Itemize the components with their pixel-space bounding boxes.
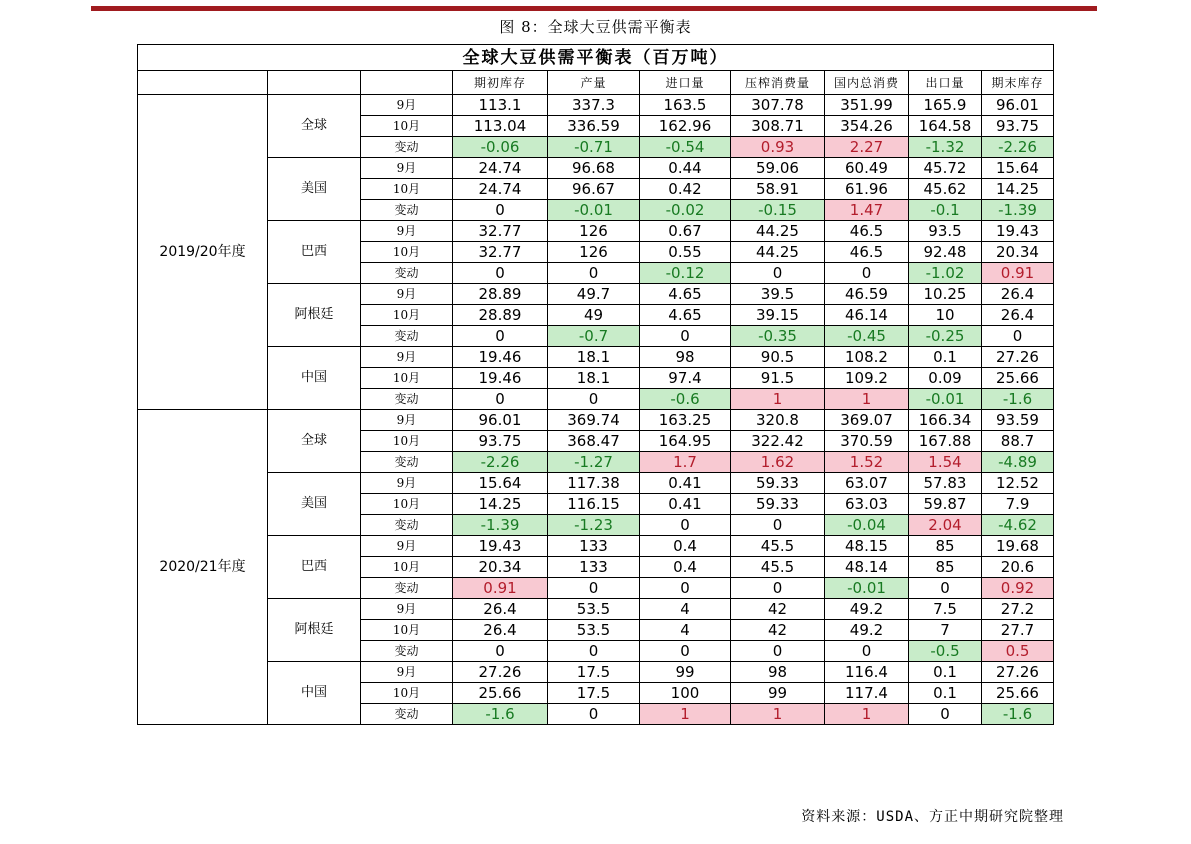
year-label: 2020/21年度 — [138, 410, 268, 725]
country-label: 阿根廷 — [268, 599, 361, 662]
change-cell: -0.45 — [825, 326, 909, 347]
value-cell: 337.3 — [548, 95, 640, 116]
value-cell: 14.25 — [982, 179, 1054, 200]
value-cell: 26.4 — [982, 305, 1054, 326]
row-label: 变动 — [361, 326, 453, 347]
value-cell: 27.7 — [982, 620, 1054, 641]
change-cell: 0 — [640, 641, 731, 662]
value-cell: 93.75 — [453, 431, 548, 452]
value-cell: 57.83 — [909, 473, 982, 494]
change-cell: 0 — [453, 641, 548, 662]
value-cell: 39.5 — [731, 284, 825, 305]
row-label: 9月 — [361, 410, 453, 431]
value-cell: 354.26 — [825, 116, 909, 137]
row-label: 10月 — [361, 179, 453, 200]
country-label: 中国 — [268, 347, 361, 410]
change-cell: -1.6 — [982, 704, 1054, 725]
value-cell: 93.75 — [982, 116, 1054, 137]
row-label: 10月 — [361, 494, 453, 515]
change-cell: -0.01 — [825, 578, 909, 599]
change-cell: 0 — [731, 578, 825, 599]
value-cell: 59.33 — [731, 494, 825, 515]
value-cell: 99 — [731, 683, 825, 704]
value-cell: 14.25 — [453, 494, 548, 515]
value-cell: 58.91 — [731, 179, 825, 200]
value-cell: 7 — [909, 620, 982, 641]
change-cell: -1.39 — [982, 200, 1054, 221]
value-cell: 17.5 — [548, 662, 640, 683]
row-label: 10月 — [361, 305, 453, 326]
value-cell: 96.01 — [982, 95, 1054, 116]
change-cell: 0 — [548, 641, 640, 662]
value-cell: 46.59 — [825, 284, 909, 305]
value-cell: 96.01 — [453, 410, 548, 431]
table-row — [138, 410, 1054, 431]
value-cell: 116.15 — [548, 494, 640, 515]
change-cell: 0 — [825, 263, 909, 284]
value-cell: 336.59 — [548, 116, 640, 137]
row-label: 9月 — [361, 158, 453, 179]
value-cell: 0.44 — [640, 158, 731, 179]
value-cell: 0.67 — [640, 221, 731, 242]
value-cell: 19.46 — [453, 368, 548, 389]
change-cell: -0.15 — [731, 200, 825, 221]
value-cell: 85 — [909, 536, 982, 557]
change-cell: 1.7 — [640, 452, 731, 473]
column-header: 国内总消费 — [825, 71, 909, 95]
value-cell: 126 — [548, 242, 640, 263]
value-cell: 10 — [909, 305, 982, 326]
change-cell: -4.89 — [982, 452, 1054, 473]
change-cell: 0.93 — [731, 137, 825, 158]
change-cell: -1.6 — [453, 704, 548, 725]
value-cell: 7.5 — [909, 599, 982, 620]
change-cell: -0.02 — [640, 200, 731, 221]
change-cell: -1.23 — [548, 515, 640, 536]
table-row — [138, 158, 1054, 179]
column-header: 期初库存 — [453, 71, 548, 95]
change-cell: -1.27 — [548, 452, 640, 473]
value-cell: 162.96 — [640, 116, 731, 137]
change-cell: 0.92 — [982, 578, 1054, 599]
row-label: 变动 — [361, 578, 453, 599]
row-label: 9月 — [361, 95, 453, 116]
change-cell: -1.39 — [453, 515, 548, 536]
change-cell: 1.62 — [731, 452, 825, 473]
value-cell: 45.62 — [909, 179, 982, 200]
value-cell: 322.42 — [731, 431, 825, 452]
change-cell: 2.27 — [825, 137, 909, 158]
change-cell: -1.6 — [982, 389, 1054, 410]
value-cell: 39.15 — [731, 305, 825, 326]
value-cell: 164.58 — [909, 116, 982, 137]
row-label: 变动 — [361, 641, 453, 662]
value-cell: 133 — [548, 536, 640, 557]
change-cell: -0.5 — [909, 641, 982, 662]
value-cell: 17.5 — [548, 683, 640, 704]
value-cell: 24.74 — [453, 179, 548, 200]
row-label: 变动 — [361, 137, 453, 158]
value-cell: 100 — [640, 683, 731, 704]
value-cell: 25.66 — [982, 368, 1054, 389]
value-cell: 0.42 — [640, 179, 731, 200]
change-cell: 1.52 — [825, 452, 909, 473]
value-cell: 18.1 — [548, 368, 640, 389]
value-cell: 370.59 — [825, 431, 909, 452]
value-cell: 45.72 — [909, 158, 982, 179]
change-cell: 0 — [548, 704, 640, 725]
value-cell: 369.74 — [548, 410, 640, 431]
value-cell: 166.34 — [909, 410, 982, 431]
change-cell: -0.04 — [825, 515, 909, 536]
value-cell: 20.6 — [982, 557, 1054, 578]
value-cell: 26.4 — [453, 599, 548, 620]
row-label: 10月 — [361, 683, 453, 704]
change-cell: 0 — [909, 578, 982, 599]
row-label: 10月 — [361, 242, 453, 263]
value-cell: 109.2 — [825, 368, 909, 389]
value-cell: 44.25 — [731, 242, 825, 263]
year-label: 2019/20年度 — [138, 95, 268, 410]
value-cell: 27.26 — [982, 347, 1054, 368]
table-row — [138, 599, 1054, 620]
value-cell: 59.06 — [731, 158, 825, 179]
change-cell: -0.54 — [640, 137, 731, 158]
change-cell: -0.35 — [731, 326, 825, 347]
value-cell: 97.4 — [640, 368, 731, 389]
value-cell: 163.5 — [640, 95, 731, 116]
value-cell: 49.2 — [825, 620, 909, 641]
top-rule — [91, 6, 1097, 11]
value-cell: 59.33 — [731, 473, 825, 494]
change-cell: -0.25 — [909, 326, 982, 347]
value-cell: 93.5 — [909, 221, 982, 242]
row-label: 9月 — [361, 221, 453, 242]
value-cell: 0.1 — [909, 683, 982, 704]
row-label: 10月 — [361, 368, 453, 389]
value-cell: 368.47 — [548, 431, 640, 452]
country-label: 美国 — [268, 158, 361, 221]
row-label: 变动 — [361, 515, 453, 536]
value-cell: 26.4 — [982, 284, 1054, 305]
value-cell: 320.8 — [731, 410, 825, 431]
change-cell: 1.54 — [909, 452, 982, 473]
country-label: 巴西 — [268, 536, 361, 599]
value-cell: 61.96 — [825, 179, 909, 200]
value-cell: 165.9 — [909, 95, 982, 116]
value-cell: 20.34 — [982, 242, 1054, 263]
value-cell: 28.89 — [453, 305, 548, 326]
header-blank — [138, 71, 268, 95]
change-cell: 1 — [731, 389, 825, 410]
table-row — [138, 536, 1054, 557]
value-cell: 351.99 — [825, 95, 909, 116]
value-cell: 27.26 — [453, 662, 548, 683]
value-cell: 96.67 — [548, 179, 640, 200]
change-cell: 0.91 — [982, 263, 1054, 284]
change-cell: 0 — [982, 326, 1054, 347]
change-cell: -0.01 — [909, 389, 982, 410]
value-cell: 98 — [731, 662, 825, 683]
figure-title: 图 8：全球大豆供需平衡表 — [499, 18, 692, 36]
value-cell: 46.5 — [825, 242, 909, 263]
value-cell: 42 — [731, 620, 825, 641]
change-cell: 0.5 — [982, 641, 1054, 662]
value-cell: 19.46 — [453, 347, 548, 368]
value-cell: 63.03 — [825, 494, 909, 515]
change-cell: 0.91 — [453, 578, 548, 599]
table-title: 全球大豆供需平衡表（百万吨） — [138, 45, 1054, 71]
value-cell: 26.4 — [453, 620, 548, 641]
change-cell: 1.47 — [825, 200, 909, 221]
table-row — [138, 473, 1054, 494]
row-label: 10月 — [361, 116, 453, 137]
value-cell: 60.49 — [825, 158, 909, 179]
change-cell: -2.26 — [453, 452, 548, 473]
value-cell: 108.2 — [825, 347, 909, 368]
change-cell: -1.32 — [909, 137, 982, 158]
change-cell: 0 — [640, 515, 731, 536]
row-label: 变动 — [361, 452, 453, 473]
change-cell: 1 — [825, 389, 909, 410]
value-cell: 49 — [548, 305, 640, 326]
change-cell: -0.1 — [909, 200, 982, 221]
value-cell: 133 — [548, 557, 640, 578]
value-cell: 15.64 — [982, 158, 1054, 179]
value-cell: 0.1 — [909, 347, 982, 368]
value-cell: 42 — [731, 599, 825, 620]
value-cell: 117.38 — [548, 473, 640, 494]
country-label: 中国 — [268, 662, 361, 725]
value-cell: 167.88 — [909, 431, 982, 452]
row-label: 10月 — [361, 431, 453, 452]
row-label: 变动 — [361, 704, 453, 725]
column-header: 出口量 — [909, 71, 982, 95]
value-cell: 48.15 — [825, 536, 909, 557]
value-cell: 45.5 — [731, 557, 825, 578]
value-cell: 59.87 — [909, 494, 982, 515]
change-cell: 0 — [453, 263, 548, 284]
country-label: 美国 — [268, 473, 361, 536]
table-row — [138, 95, 1054, 116]
value-cell: 307.78 — [731, 95, 825, 116]
value-cell: 369.07 — [825, 410, 909, 431]
change-cell: 0 — [548, 389, 640, 410]
country-label: 阿根廷 — [268, 284, 361, 347]
value-cell: 88.7 — [982, 431, 1054, 452]
row-label: 9月 — [361, 284, 453, 305]
value-cell: 91.5 — [731, 368, 825, 389]
soybean-balance-table — [137, 44, 1054, 725]
change-cell: 0 — [453, 200, 548, 221]
change-cell: 1 — [731, 704, 825, 725]
value-cell: 48.14 — [825, 557, 909, 578]
change-cell: -0.71 — [548, 137, 640, 158]
change-cell: 0 — [825, 641, 909, 662]
row-label: 9月 — [361, 599, 453, 620]
table-row — [138, 662, 1054, 683]
value-cell: 164.95 — [640, 431, 731, 452]
header-blank — [268, 71, 361, 95]
change-cell: 0 — [453, 389, 548, 410]
value-cell: 32.77 — [453, 221, 548, 242]
change-cell: -0.12 — [640, 263, 731, 284]
change-cell: -2.26 — [982, 137, 1054, 158]
value-cell: 163.25 — [640, 410, 731, 431]
change-cell: 0 — [453, 326, 548, 347]
change-cell: 0 — [640, 578, 731, 599]
change-cell: -4.62 — [982, 515, 1054, 536]
column-header: 进口量 — [640, 71, 731, 95]
row-label: 10月 — [361, 620, 453, 641]
value-cell: 18.1 — [548, 347, 640, 368]
value-cell: 117.4 — [825, 683, 909, 704]
value-cell: 32.77 — [453, 242, 548, 263]
header-blank — [361, 71, 453, 95]
change-cell: 0 — [731, 263, 825, 284]
value-cell: 15.64 — [453, 473, 548, 494]
value-cell: 0.55 — [640, 242, 731, 263]
value-cell: 24.74 — [453, 158, 548, 179]
value-cell: 0.09 — [909, 368, 982, 389]
change-cell: -0.7 — [548, 326, 640, 347]
change-cell: -0.06 — [453, 137, 548, 158]
row-label: 变动 — [361, 200, 453, 221]
value-cell: 4.65 — [640, 284, 731, 305]
change-cell: 0 — [731, 641, 825, 662]
value-cell: 0.41 — [640, 473, 731, 494]
value-cell: 0.1 — [909, 662, 982, 683]
change-cell: 1 — [640, 704, 731, 725]
column-header: 期末库存 — [982, 71, 1054, 95]
value-cell: 28.89 — [453, 284, 548, 305]
value-cell: 4 — [640, 599, 731, 620]
value-cell: 99 — [640, 662, 731, 683]
row-label: 9月 — [361, 662, 453, 683]
country-label: 全球 — [268, 95, 361, 158]
value-cell: 116.4 — [825, 662, 909, 683]
value-cell: 12.52 — [982, 473, 1054, 494]
column-header: 压榨消费量 — [731, 71, 825, 95]
change-cell: 0 — [909, 704, 982, 725]
row-label: 9月 — [361, 473, 453, 494]
value-cell: 27.26 — [982, 662, 1054, 683]
change-cell: 2.04 — [909, 515, 982, 536]
value-cell: 46.5 — [825, 221, 909, 242]
value-cell: 44.25 — [731, 221, 825, 242]
value-cell: 85 — [909, 557, 982, 578]
value-cell: 126 — [548, 221, 640, 242]
country-label: 全球 — [268, 410, 361, 473]
row-label: 9月 — [361, 347, 453, 368]
value-cell: 113.1 — [453, 95, 548, 116]
row-label: 9月 — [361, 536, 453, 557]
value-cell: 98 — [640, 347, 731, 368]
row-label: 变动 — [361, 389, 453, 410]
value-cell: 0.4 — [640, 557, 731, 578]
value-cell: 92.48 — [909, 242, 982, 263]
value-cell: 27.2 — [982, 599, 1054, 620]
value-cell: 49.2 — [825, 599, 909, 620]
value-cell: 53.5 — [548, 620, 640, 641]
table-row — [138, 347, 1054, 368]
row-label: 变动 — [361, 263, 453, 284]
value-cell: 46.14 — [825, 305, 909, 326]
value-cell: 113.04 — [453, 116, 548, 137]
column-header: 产量 — [548, 71, 640, 95]
value-cell: 4.65 — [640, 305, 731, 326]
row-label: 10月 — [361, 557, 453, 578]
country-label: 巴西 — [268, 221, 361, 284]
change-cell: -0.6 — [640, 389, 731, 410]
change-cell: 0 — [548, 263, 640, 284]
value-cell: 308.71 — [731, 116, 825, 137]
change-cell: 0 — [640, 326, 731, 347]
change-cell: 1 — [825, 704, 909, 725]
value-cell: 20.34 — [453, 557, 548, 578]
change-cell: -1.02 — [909, 263, 982, 284]
value-cell: 19.43 — [982, 221, 1054, 242]
source-note: 资料来源：USDA、方正中期研究院整理 — [801, 809, 1064, 825]
value-cell: 10.25 — [909, 284, 982, 305]
value-cell: 93.59 — [982, 410, 1054, 431]
value-cell: 90.5 — [731, 347, 825, 368]
table-row — [138, 221, 1054, 242]
value-cell: 45.5 — [731, 536, 825, 557]
value-cell: 63.07 — [825, 473, 909, 494]
value-cell: 19.43 — [453, 536, 548, 557]
table-row — [138, 284, 1054, 305]
change-cell: -0.01 — [548, 200, 640, 221]
value-cell: 0.4 — [640, 536, 731, 557]
value-cell: 7.9 — [982, 494, 1054, 515]
change-cell: 0 — [548, 578, 640, 599]
value-cell: 19.68 — [982, 536, 1054, 557]
value-cell: 96.68 — [548, 158, 640, 179]
value-cell: 4 — [640, 620, 731, 641]
value-cell: 25.66 — [453, 683, 548, 704]
value-cell: 53.5 — [548, 599, 640, 620]
value-cell: 25.66 — [982, 683, 1054, 704]
value-cell: 0.41 — [640, 494, 731, 515]
change-cell: 0 — [731, 515, 825, 536]
value-cell: 49.7 — [548, 284, 640, 305]
